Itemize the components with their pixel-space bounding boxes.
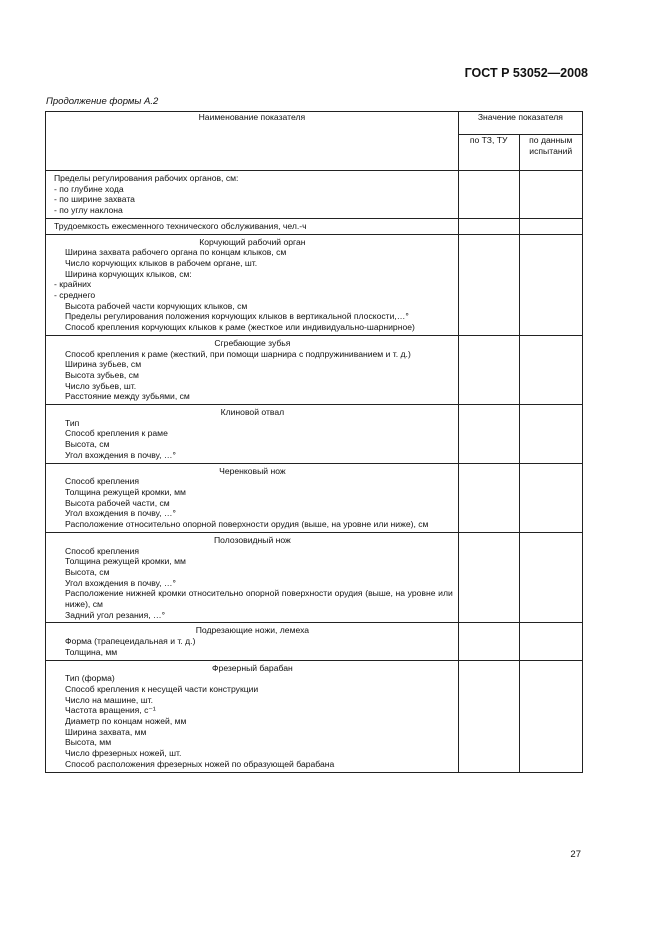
- table-row: [46, 623, 583, 660]
- column-header-name: Наименование показателя: [46, 112, 459, 171]
- indicator-line: Толщина режущей кромки, мм: [65, 486, 186, 497]
- indicator-line: Число фрезерных ножей, шт.: [65, 748, 182, 759]
- section-title: Сгребающие зубья: [214, 337, 291, 348]
- indicator-line: Способ крепления к несущей части конструкции: [65, 683, 259, 694]
- indicator-line: - среднего: [54, 290, 96, 301]
- table-row: [46, 335, 583, 404]
- indicator-line: Частота вращения, с⁻¹: [65, 705, 156, 716]
- indicator-line: Угол вхождения в почву, …°: [65, 449, 176, 460]
- column-header-tz: по ТЗ, ТУ: [458, 135, 519, 171]
- indicator-line: Число зубьев, шт.: [65, 380, 137, 391]
- row-indicators-cell: [46, 623, 459, 660]
- indicator-line: Угол вхождения в почву, …°: [65, 577, 176, 588]
- row-indicators-cell: [46, 335, 459, 404]
- value-test-cell[interactable]: [519, 335, 582, 404]
- indicator-line: Расположение нижней кромки относительно опорной поверхности орудия (выше, на уровне или ниже), см: [65, 588, 453, 610]
- indicator-line: Толщина, мм: [65, 646, 118, 657]
- column-header-value: Значение показателя: [458, 112, 582, 135]
- indicator-line: - крайних: [54, 279, 92, 290]
- column-header-test: по данным испытаний: [519, 135, 582, 171]
- indicator-line: Задний угол резания, …°: [65, 609, 166, 620]
- indicator-line: Трудоемкость ежесменного технического обслуживания, чел.-ч: [54, 220, 307, 231]
- table-row: [46, 234, 583, 335]
- page-number: 27: [570, 849, 581, 860]
- value-test-cell[interactable]: [519, 463, 582, 532]
- row-indicators-cell: [46, 234, 459, 335]
- indicator-line: Высота, см: [65, 439, 110, 450]
- value-test-cell[interactable]: [519, 171, 582, 219]
- table-row: [46, 463, 583, 532]
- value-tz-cell[interactable]: [458, 463, 519, 532]
- indicator-line: Высота рабочей части, см: [65, 497, 170, 508]
- section-title: Клиновой отвал: [220, 407, 285, 418]
- indicator-line: Ширина захвата, мм: [65, 726, 147, 737]
- row-indicators-cell: [46, 463, 459, 532]
- indicator-line: - по ширине захвата: [54, 194, 135, 205]
- indicator-line: Число корчующих клыков в рабочем органе, шт.: [65, 257, 258, 268]
- row-indicators-cell: [46, 405, 459, 464]
- row-indicators-cell: [46, 218, 459, 234]
- value-test-cell[interactable]: [519, 234, 582, 335]
- indicator-line: Высота зубьев, см: [65, 369, 139, 380]
- value-tz-cell[interactable]: [458, 234, 519, 335]
- indicator-line: Способ крепления корчующих клыков к раме (жесткое или индивидуально-шарнирное): [65, 322, 415, 333]
- section-title: Корчующий рабочий орган: [199, 236, 306, 247]
- table-row: [46, 660, 583, 772]
- table-row: [46, 171, 583, 219]
- row-indicators-cell: [46, 532, 459, 623]
- indicator-line: - по глубине хода: [54, 183, 124, 194]
- section-title: Подрезающие ножи, лемеха: [195, 625, 310, 636]
- section-title: Черенковый нож: [219, 465, 286, 476]
- indicator-line: Ширина зубьев, см: [65, 359, 142, 370]
- value-test-cell[interactable]: [519, 660, 582, 772]
- section-title: Фрезерный барабан: [212, 662, 293, 673]
- indicator-line: Расстояние между зубьями, см: [65, 391, 190, 402]
- indicator-line: Ширина захвата рабочего органа по концам клыков, см: [65, 247, 287, 258]
- document-code: ГОСТ Р 53052—2008: [464, 66, 588, 80]
- value-test-cell[interactable]: [519, 218, 582, 234]
- indicator-line: Диаметр по концам ножей, мм: [65, 716, 187, 727]
- value-test-cell[interactable]: [519, 405, 582, 464]
- value-test-cell[interactable]: [519, 532, 582, 623]
- indicator-line: Тип (форма): [65, 673, 115, 684]
- value-tz-cell[interactable]: [458, 660, 519, 772]
- row-indicators-cell: [46, 660, 459, 772]
- form-caption: Продолжение формы А.2: [46, 96, 159, 107]
- indicator-line: Высота рабочей части корчующих клыков, см: [65, 300, 248, 311]
- indicator-line: Пределы регулирования положения корчующих клыков в вертикальной плоскости,…°: [65, 311, 409, 322]
- indicator-line: Способ расположения фрезерных ножей по образующей барабана: [65, 758, 335, 769]
- value-tz-cell[interactable]: [458, 623, 519, 660]
- indicator-line: Высота, мм: [65, 737, 112, 748]
- indicator-line: Способ крепления к раме: [65, 428, 168, 439]
- value-tz-cell[interactable]: [458, 335, 519, 404]
- indicator-line: Расположение относительно опорной поверхности орудия (выше, на уровне или ниже), см: [65, 519, 429, 530]
- indicator-line: Способ крепления к раме (жесткий, при помощи шарнира с подпружиниванием и т. д.): [65, 348, 411, 359]
- indicator-line: Тип: [65, 417, 80, 428]
- indicator-line: Пределы регулирования рабочих органов, см:: [54, 173, 239, 183]
- indicator-line: Форма (трапецеидальная и т. д.): [65, 636, 196, 647]
- indicator-line: Способ крепления: [65, 476, 140, 487]
- indicator-line: Высота, см: [65, 566, 110, 577]
- value-tz-cell[interactable]: [458, 405, 519, 464]
- value-tz-cell[interactable]: [458, 532, 519, 623]
- table-row: [46, 532, 583, 623]
- indicator-line: - по углу наклона: [54, 205, 123, 216]
- value-tz-cell[interactable]: [458, 218, 519, 234]
- indicator-line: Угол вхождения в почву, …°: [65, 508, 176, 519]
- table-row: [46, 405, 583, 464]
- indicators-table: [45, 111, 583, 773]
- indicator-line: Ширина корчующих клыков, см:: [65, 268, 192, 279]
- indicator-line: Толщина режущей кромки, мм: [65, 556, 186, 567]
- section-title: Полозовидный нож: [213, 534, 291, 545]
- indicator-line: Способ крепления: [65, 545, 140, 556]
- table-body: [46, 171, 583, 773]
- value-test-cell[interactable]: [519, 623, 582, 660]
- table-row: [46, 218, 583, 234]
- value-tz-cell[interactable]: [458, 171, 519, 219]
- indicator-line: Число на машине, шт.: [65, 694, 153, 705]
- row-indicators-cell: [46, 171, 459, 219]
